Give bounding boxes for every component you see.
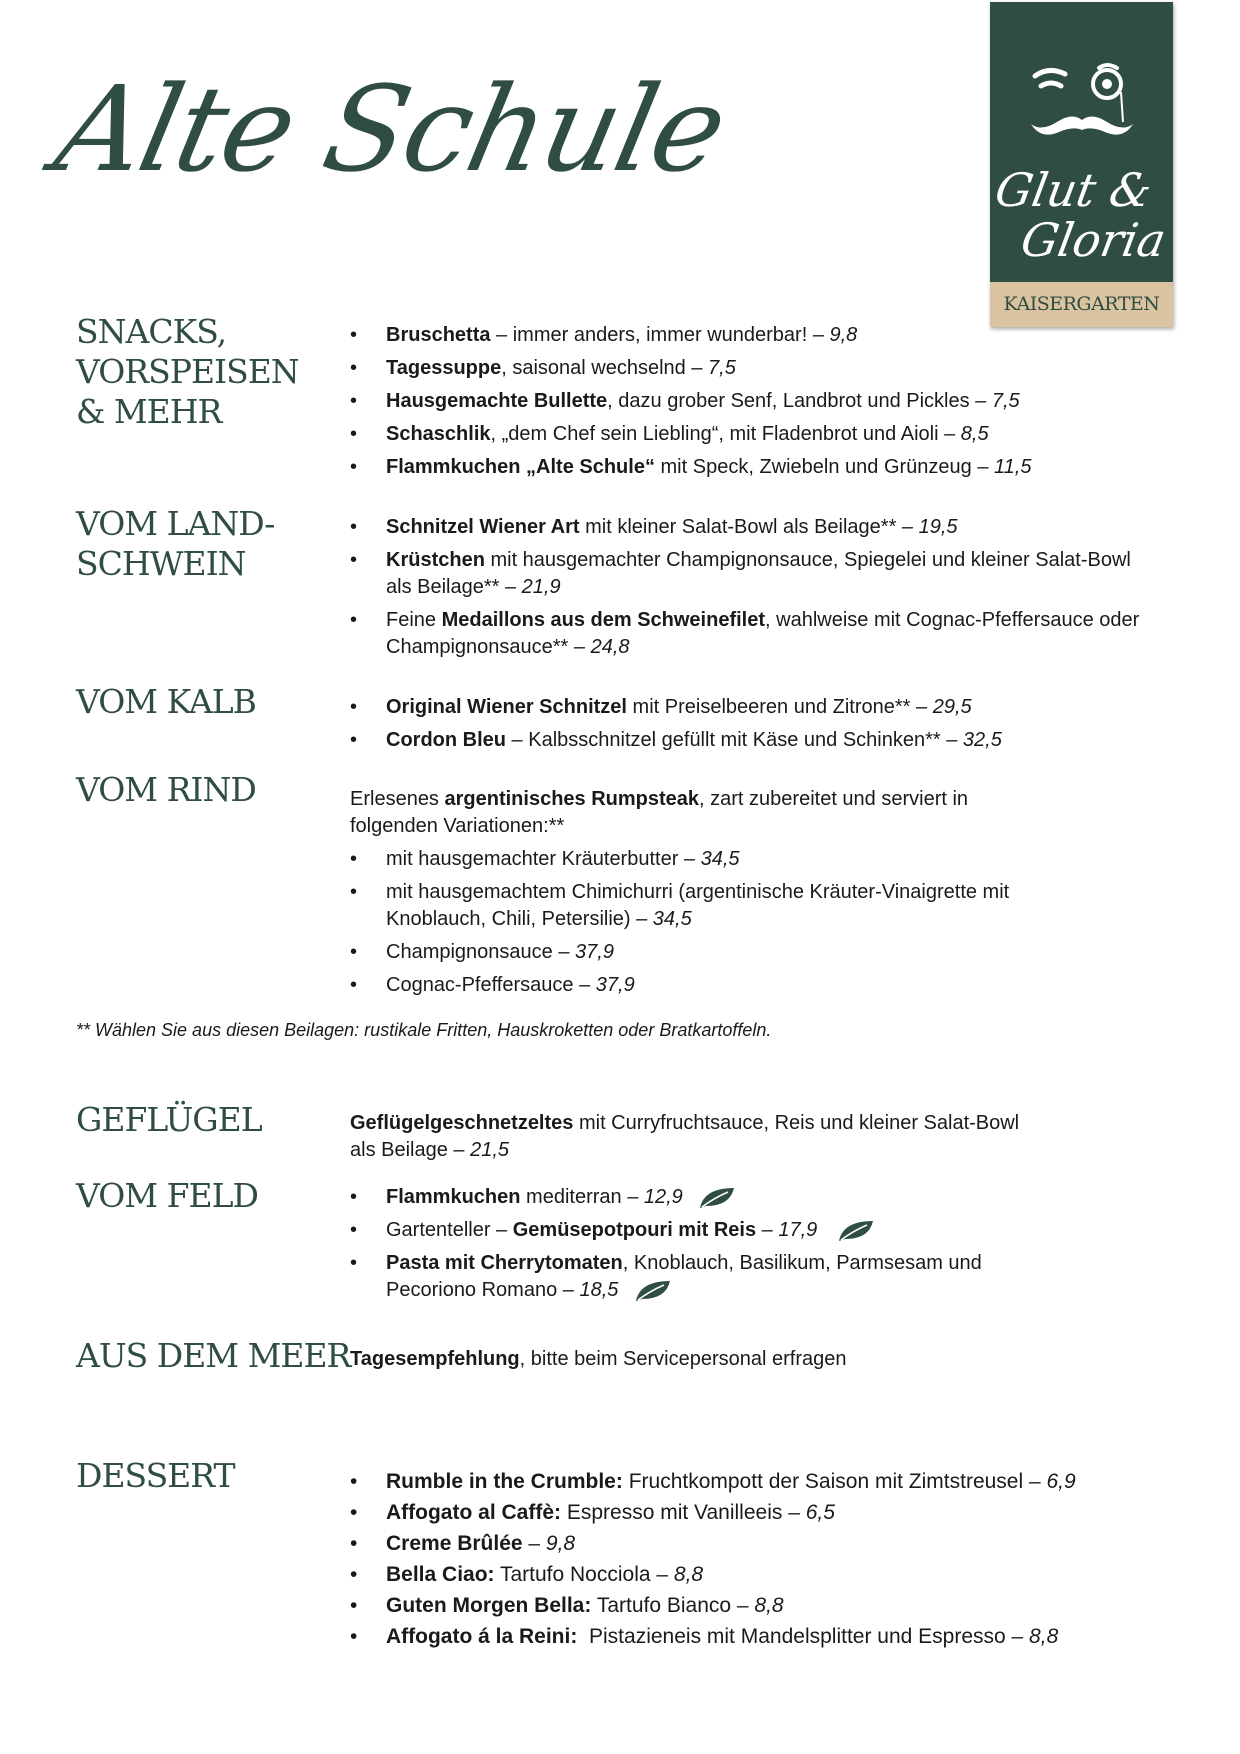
list-item: • Krüstchen mit hausgemachter Champignonsauce, Spiegelei und kleiner Salat-Bowl als Beilage** – 21,9 [350,547,1160,601]
list-item: • Guten Morgen Bella: Tartufo Bianco – 8,8 [350,1592,1076,1619]
logo-line-2: Gloria [1017,213,1170,267]
section-heading-dessert: DESSERT [76,1456,235,1495]
list-item: • Flammkuchen mediterran – 12,9 [350,1184,1010,1211]
monocle-mustache-icon [1027,62,1137,142]
section-heading-kalb: VOM KALB [76,682,256,721]
section-heading-feld: VOM FELD [76,1176,258,1215]
list-item: • Feine Medaillons aus dem Schweinefilet, wahlweise mit Cognac-Pfeffersauce oder Champignonsauce** – 24,8 [350,607,1160,661]
rind-intro: Erlesenes argentinisches Rumpsteak, zart zubereitet und serviert in folgenden Variationen:** [350,788,969,837]
list-item: • Affogato al Caffè: Espresso mit Vanilleeis – 6,5 [350,1499,1076,1526]
list-item: • Affogato á la Reini: Pistazieneis mit Mandelsplitter und Espresso – 8,8 [350,1623,1076,1650]
logo-band: KAISERGARTEN [990,282,1173,327]
list-item: • Schaschlik, „dem Chef sein Liebling“, mit Fladenbrot und Aioli – 8,5 [350,421,1031,448]
list-item: • Schnitzel Wiener Art mit kleiner Salat-Bowl als Beilage** – 19,5 [350,514,1160,541]
list-item: • Champignonsauce – 37,9 [350,939,1010,966]
snacks-list [350,322,1031,487]
leaf-icon [837,1219,875,1243]
section-heading-snacks: SNACKS, VORSPEISEN & MEHR [76,312,299,431]
list-item: • mit hausgemachtem Chimichurri (argentinische Kräuter-Vinaigrette mit Knoblauch, Chili, Petersilie) – 34,5 [350,879,1010,933]
dessert-list [350,1468,1076,1654]
section-heading-meer: AUS DEM MEER [76,1336,351,1375]
list-item: • Pasta mit Cherrytomaten, Knoblauch, Basilikum, Parmsesam und Pecoriono Romano – 18,5 [350,1250,1010,1304]
schwein-list [350,514,1160,667]
rind-list [350,846,1010,1005]
feld-list [350,1184,1010,1310]
list-item: • Cordon Bleu – Kalbsschnitzel gefüllt mit Käse und Schinken** – 32,5 [350,727,1002,754]
list-item: • Original Wiener Schnitzel mit Preiselbeeren und Zitrone** – 29,5 [350,694,1002,721]
list-item: • Hausgemachte Bullette, dazu grober Senf, Landbrot und Pickles – 7,5 [350,388,1031,415]
list-item: • Tagessuppe, saisonal wechselnd – 7,5 [350,355,1031,382]
leaf-icon [698,1186,736,1210]
leaf-icon [634,1279,672,1303]
list-item: • Flammkuchen „Alte Schule“ mit Speck, Zwiebeln und Grünzeug – 11,5 [350,454,1031,481]
restaurant-logo [990,2,1173,327]
section-heading-gefluegel: GEFLÜGEL [76,1100,262,1139]
kalb-list [350,694,1002,760]
gefluegel-text: Geflügelgeschnetzeltes mit Curryfruchtsauce, Reis und kleiner Salat-Bowl als Beilage – 21,5 [350,1112,1020,1161]
section-heading-rind: VOM RIND [76,770,256,809]
meer-text: Tagesempfehlung, bitte beim Servicepersonal erfragen [350,1348,847,1370]
list-item: • Creme Brûlée – 9,8 [350,1530,1076,1557]
side-dish-note: ** Wählen Sie aus diesen Beilagen: rustikale Fritten, Hauskroketten oder Bratkartoffeln. [76,1020,772,1040]
list-item: • mit hausgemachter Kräuterbutter – 34,5 [350,846,1010,873]
section-heading-schwein: VOM LAND- SCHWEIN [76,504,275,583]
list-item: • Cognac-Pfeffersauce – 37,9 [350,972,1010,999]
menu-title: Alte Schule [44,60,737,198]
list-item: • Bella Ciao: Tartufo Nocciola – 8,8 [350,1561,1076,1588]
list-item: • Gartenteller – Gemüsepotpouri mit Reis – 17,9 [350,1217,1010,1244]
logo-line-1: Glut & [991,163,1156,217]
list-item: • Bruschetta – immer anders, immer wunderbar! – 9,8 [350,322,1031,349]
list-item: • Rumble in the Crumble: Fruchtkompott der Saison mit Zimtstreusel – 6,9 [350,1468,1076,1495]
